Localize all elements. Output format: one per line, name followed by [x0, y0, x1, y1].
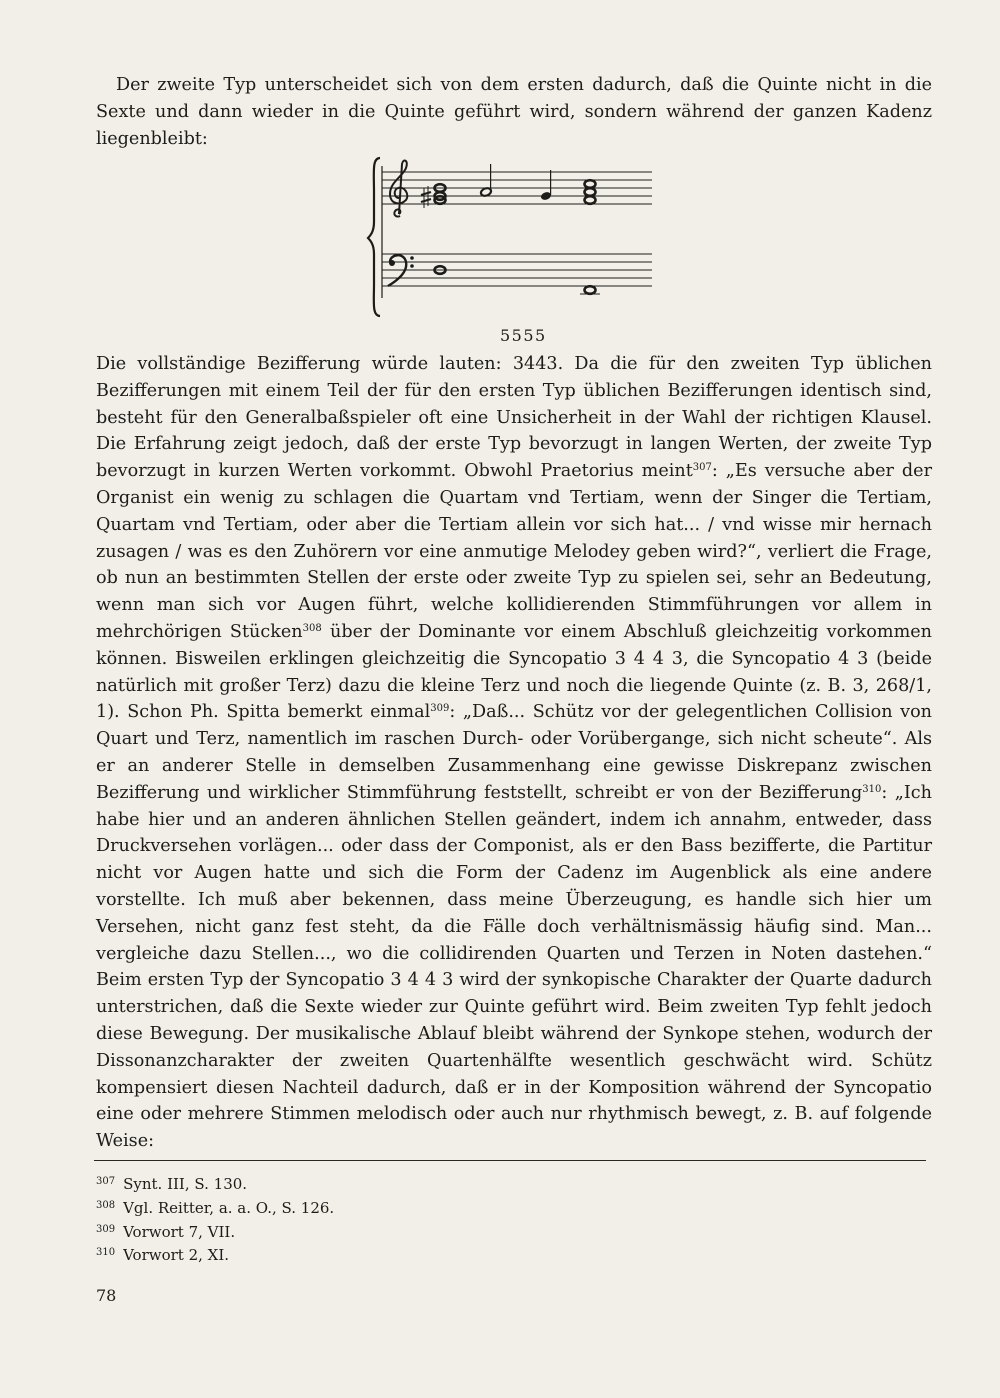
chord-2: [585, 180, 596, 204]
footnote-307: [96, 1171, 247, 1195]
footnote-ref-308[interactable]: 308: [302, 622, 322, 634]
treble-staff: [382, 172, 652, 204]
body-text-3: über der Dominante vor einem Abschluß gleichzeitig vorkommen können. Bisweilen erklingen gleichzeitig die Syncopatio 3 4 4 3, die Syncopatio 4 3 (beide natürlich mit großer Terz) dazu die kleine Terz und noch die liegende Quinte (z. B. 3, 268/1, 1). Schon Ph. Spitta bemerkt einmal: [96, 621, 932, 723]
body-text-5: : „Ich habe hier und an anderen ähnlichen Stellen geändert, indem ich annahm, entweder, dass Druckversehen vorlägen... oder dass der Componist, als er den Bass bezifferte, die Partitur nicht vor Augen hatte und sich die Form der Cadenz im Augenblick als eine andere vorstellte. Ich muß aber bekennen, dass meine Überzeugung, es handle sich hier um Versehen, nicht ganz fest steht, da die Fälle doch verhältnismässig häufig sind. Man... vergleiche dazu Stellen..., wo die collidirenden Quarten und Terzen in Noten dastehen.“ Beim ersten Typ der Syncopatio 3 4 4 3 wird der synkopische Charakter der Quarte dadurch unterstrichen, daß die Sexte wieder zur Quinte geführt wird. Beim zweiten Typ fehlt jedoch diese Bewegung. Der musikalische Ablauf bleibt während der Synkope stehen, wodurch der Dissonanzcharakter der zweiten Quartenhälfte wesentlich geschwächt wird. Schütz kompensiert diesen Nachteil dadurch, daß er in der Komposition während der Syncopatio eine oder mehrere Stimmen melodisch oder auch nur rhythmisch bewegt, z. B. auf folgende Weise:: [96, 782, 932, 1152]
footnote-number: 309: [96, 1224, 116, 1235]
footnote-ref-310[interactable]: 310: [862, 783, 882, 795]
footnote-text: Vorwort 2, XI.: [123, 1246, 230, 1264]
bass-staff: [382, 254, 652, 286]
footnote-number: 308: [96, 1200, 116, 1211]
bass-note-2: [580, 286, 600, 294]
music-example: [366, 152, 656, 322]
footnote-ref-307[interactable]: 307: [692, 462, 712, 474]
sharp-icon: [421, 186, 431, 208]
half-note: [480, 164, 492, 197]
body-text-4: : „Daß... Schütz vor der gelegentlichen Collision von Quart und Terz, namentlich im raschen Durch- oder Vorübergange, sich nicht scheute“. Als er an anderer Stelle in demselben Zusammenhang eine gewisse Diskrepanz zwischen Bezifferung und wirklicher Stimmführung feststellt, schreibt er von der Bezifferung: [96, 702, 932, 803]
treble-clef-icon: [390, 161, 407, 217]
footnote-310: [96, 1242, 229, 1266]
footnote-text: Synt. III, S. 130.: [123, 1175, 248, 1193]
footnote-309: [96, 1219, 235, 1243]
intro-paragraph: Der zweite Typ unterscheidet sich von dem ersten dadurch, daß die Quinte nicht in die Sexte und dann wieder in die Quinte geführt wird, sondern während der ganzen Kadenz liegenbleibt:: [96, 75, 932, 149]
footnote-ref-309[interactable]: 309: [430, 703, 450, 715]
body-text-2: : „Es versuche aber der Organist ein wenig zu schlagen die Quartam vnd Tertiam, wenn der Singer die Tertiam, Quartam vnd Tertiam, oder aber die Tertiam allein vor sich hat... / vnd wisse mir hernach zusagen / was es den Zuhörern vor eine anmutige Melodey geben wird?“, verliert die Frage, ob nun an bestimmten Stellen der erste oder zweite Typ zu spielen sei, sehr an Bedeutung, wenn man sich vor Augen führt, welche kollidierenden Stimmführungen vor allem in mehrchörigen Stücken: [96, 461, 932, 642]
footnote-text: Vorwort 7, VII.: [123, 1223, 236, 1241]
footnote-308: [96, 1195, 334, 1219]
quarter-note: [540, 170, 552, 201]
main-paragraph: [96, 351, 932, 1155]
figured-bass-label: 5555: [500, 326, 547, 345]
body-text-1: Die vollständige Bezifferung würde lauten: 3443. Da die für den zweiten Typ üblichen Bezifferungen mit einem Teil der für den ersten Typ üblichen Bezifferungen identisch sind, besteht für den Generalbaßspieler oft eine Unsicherheit in der Wahl der richtigen Klausel. Die Erfahrung zeigt jedoch, daß der erste Typ bevorzugt in langen Werten, der zweite Typ bevorzugt in kurzen Werten vorkommt. Obwohl Praetorius meint: [96, 354, 932, 482]
bass-clef-icon: [388, 255, 414, 286]
chord-1: [435, 184, 446, 204]
system-brace: [368, 158, 380, 316]
footnote-number: 310: [96, 1247, 116, 1258]
page-number: 78: [96, 1286, 117, 1305]
footnote-divider: [94, 1160, 926, 1161]
footnote-text: Vgl. Reitter, a. a. O., S. 126.: [123, 1199, 335, 1217]
footnote-number: 307: [96, 1176, 116, 1187]
